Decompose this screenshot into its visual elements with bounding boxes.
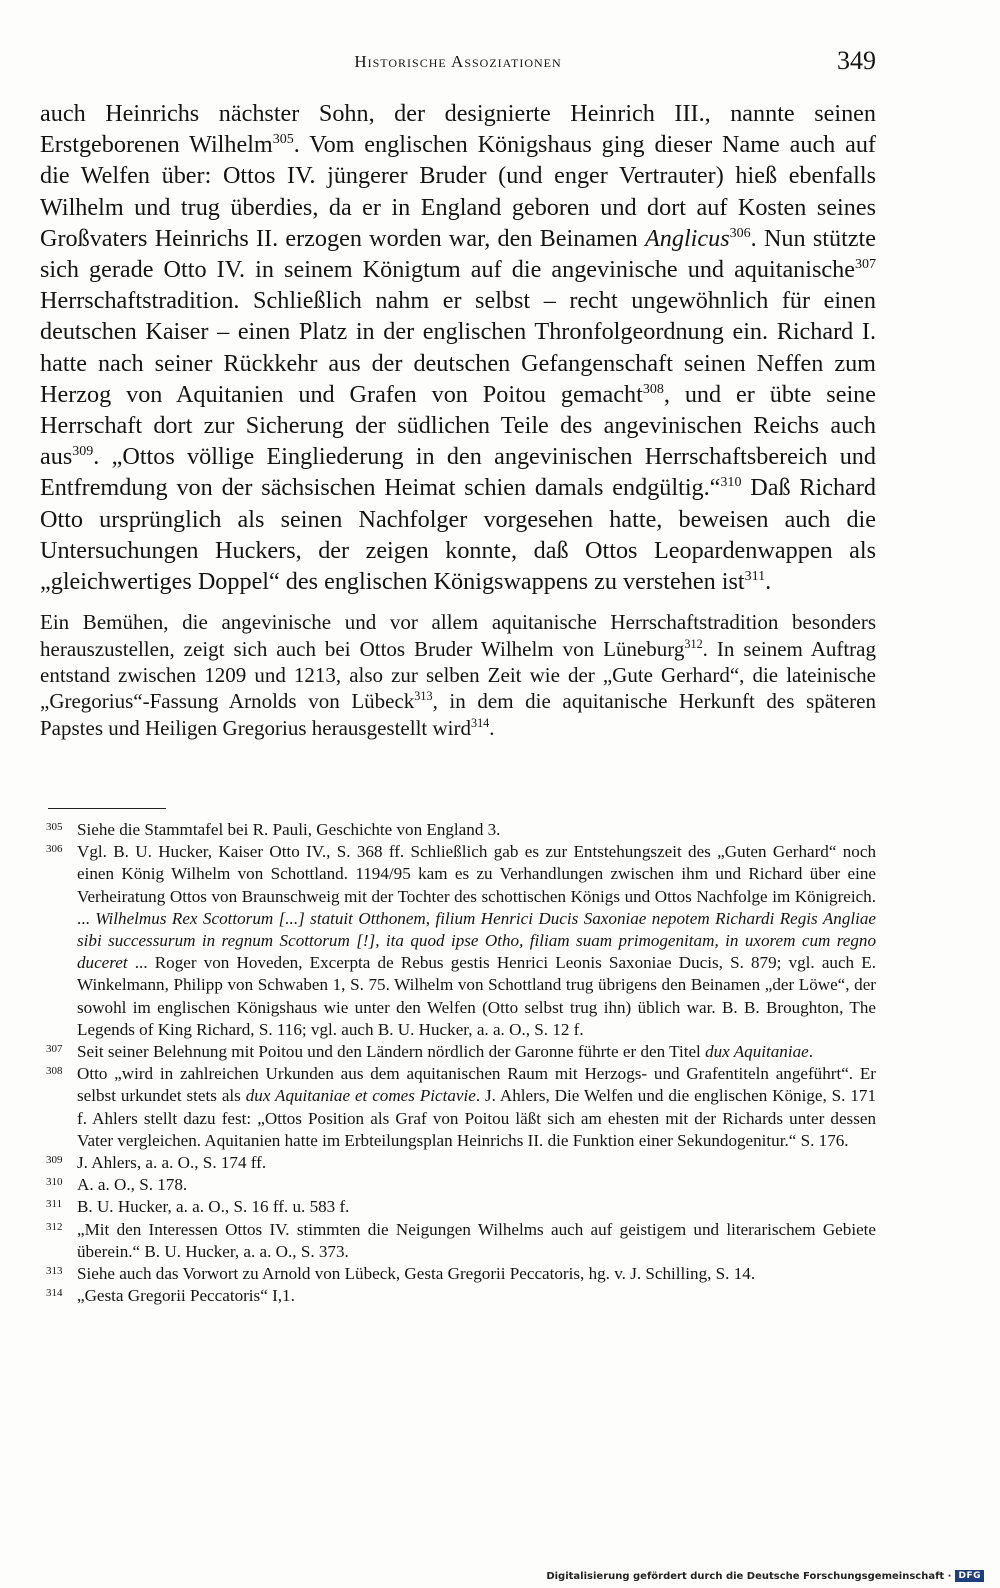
footnote-italic-term: dux Aquitaniae bbox=[705, 1042, 809, 1062]
footnote bbox=[46, 1196, 876, 1218]
running-head bbox=[40, 48, 876, 78]
main-text bbox=[40, 98, 876, 741]
credit-text: Digitalisierung gefördert durch die Deutsche Forschungsgemeinschaft · bbox=[546, 1570, 952, 1582]
footnote-number: 312 bbox=[46, 1220, 63, 1233]
footnote bbox=[46, 1174, 876, 1196]
footnote-text: „Gesta Gregorii Peccatoris“ I,1. bbox=[77, 1286, 295, 1306]
footnote-ref: 310 bbox=[720, 474, 742, 491]
italic-term: Anglicus bbox=[644, 224, 730, 252]
text-run: . bbox=[765, 568, 772, 596]
footnote-text: A. a. O., S. 178. bbox=[77, 1175, 188, 1195]
footnote bbox=[46, 1041, 876, 1063]
footnote bbox=[46, 1285, 876, 1307]
footnote-text: ... Roger von Hoveden, Excerpta de Rebus gestis Henrici Leonis Saxoniae Ducis, S. 879; vgl. auch E. Winkelmann, Philipp von Schwaben 1, S. 75. Wilhelm von Schottland trug übrigens den Beinamen „der Löwe“, der sowohl im englischen Königshaus wie unter den Welfen (Otto selbst trug ihn) üblich war. B. B. Broughton, The Legends of King Richard, S. 116; vgl. auch B. U. Hucker, a. a. O., S. 12 f. bbox=[77, 953, 876, 1039]
footnote-number: 305 bbox=[46, 821, 63, 833]
digitization-credit bbox=[546, 1570, 984, 1582]
text-run: . bbox=[489, 715, 495, 740]
footnote bbox=[46, 1152, 876, 1174]
footnote-text: Siehe die Stammtafel bei R. Pauli, Geschichte von England 3. bbox=[77, 820, 501, 839]
footnote-text: Seit seiner Belehnung mit Poitou und den Ländern nördlich der Garonne führte er den Titel bbox=[77, 1042, 706, 1062]
footnote-ref: 311 bbox=[744, 567, 766, 584]
footnote-text: B. U. Hucker, a. a. O., S. 16 ff. u. 583 f. bbox=[77, 1197, 350, 1217]
footnote-text: Siehe auch das Vorwort zu Arnold von Lübeck, Gesta Gregorii Peccatoris, hg. v. J. Schilling, S. 14. bbox=[77, 1264, 756, 1284]
footnote-latin-quote: Wilhelmus Rex Scottorum [...] statuit Otthonem, filium Henrici Ducis Saxoniae nepotem Richardi Regis Angliae sibi successurum in regnum Scottorum [!], ita quod ipse Otho, filiam suam primogenitam, in uxorem cum regno duceret bbox=[77, 908, 876, 973]
dfg-logo-icon: DFG bbox=[955, 1570, 984, 1582]
page-number: 349 bbox=[837, 46, 876, 75]
footnote bbox=[46, 841, 876, 1041]
footnote-ref: 314 bbox=[471, 715, 490, 730]
paragraph-2 bbox=[40, 609, 876, 741]
text-run: Daß Richard Otto ursprünglich als seinen Nachfolger vorgesehen hatte, beweisen auch die Untersuchungen Huckers, der zeigen konnte, daß Ottos Leopardenwappen als „gleichwertiges Doppel“ des englischen Königswappens zu verstehen ist bbox=[40, 474, 876, 596]
footnote-ref: 309 bbox=[72, 443, 94, 460]
footnote-number: 307 bbox=[46, 1043, 63, 1056]
footnote-number: 311 bbox=[46, 1198, 63, 1211]
footnote-ref: 308 bbox=[642, 380, 664, 397]
footnote-number: 308 bbox=[46, 1065, 63, 1078]
footnote-ref: 312 bbox=[684, 636, 703, 651]
text-run: auch Heinrichs nächster Sohn, der designierte Heinrich III., nannte seinen Erstgeborenen Wilhelm bbox=[40, 100, 876, 159]
text-run: Ein Bemühen, die angevinische und vor allem aquitanische Herrschaftstradition besonders herauszustellen, zeigt sich auch bei Ottos Bruder Wilhelm von Lüneburg bbox=[40, 610, 876, 661]
text-run: , in dem die aquitanische Herkunft des späteren Papstes und Heiligen Gregorius herausgestellt wird bbox=[40, 689, 876, 740]
footnote-number: 306 bbox=[46, 843, 63, 856]
footnote-divider bbox=[48, 808, 166, 809]
text-run: . Nun stützte sich gerade Otto IV. in seinem Königtum auf die angevinische und aquitanische bbox=[40, 224, 876, 284]
footnotes-list bbox=[46, 819, 876, 1307]
paragraph-1 bbox=[40, 98, 876, 597]
footnote-text: J. Ahlers, a. a. O., S. 174 ff. bbox=[77, 1153, 267, 1173]
text-run: Herrschaftstradition. Schließlich nahm er selbst – recht ungewöhnlich für einen deutschen Kaiser – einen Platz in der englischen Thronfolgeordnung ein. Richard I. hatte nach seiner Rückkehr aus der deutschen Gefangenschaft seinen Neffen zum Herzog von Aquitanien und Grafen von Poitou gemacht bbox=[40, 287, 876, 408]
footnote-text: . J. Ahlers, Die Welfen und die englischen Könige, S. 171 f. Ahlers stellt dazu fest: „Ottos Position als Graf von Poitou läßt sich am ehesten mit der Richards unter dessen Vater vergleichen. Aquitanien hatte im Erbteilungsplan Heinrichs II. die Funktion einer Sekundogenitur.“ S. 176. bbox=[77, 1086, 876, 1150]
footnote bbox=[46, 1219, 876, 1263]
footnote-number: 309 bbox=[46, 1154, 63, 1167]
footnote-text: Vgl. B. U. Hucker, Kaiser Otto IV., S. 368 ff. Schließlich gab es zur Entstehungszeit des „Guten Gerhard“ noch einen König Wilhelm von Schottland. 1194/95 kam es zu Verhandlungen zwischen ihm und Richard über eine Verheiratung Ottos von Braunschweig mit der Tochter des schottischen Königs und Ottos Nachfolge im Königreich. ... bbox=[77, 842, 876, 928]
text-run: . „Ottos völlige Eingliederung in den angevinischen Herrschaftsbereich und Entfremdung von der sächsischen Heimat schien damals endgültig.“ bbox=[40, 443, 876, 502]
text-run: . In seinem Auftrag entstand zwischen 1209 und 1213, also zur selben Zeit wie der „Gute Gerhard“, die lateinische „Gregorius“-Fassung Arnolds von Lübeck bbox=[40, 636, 876, 714]
footnote-ref: 313 bbox=[414, 689, 433, 704]
footnote-text: „Mit den Interessen Ottos IV. stimmten die Neigungen Wilhelms auch auf geistigem und literarischem Gebiete überein.“ B. U. Hucker, a. a. O., S. 373. bbox=[77, 1219, 876, 1261]
footnote-ref: 306 bbox=[729, 224, 751, 241]
footnote-number: 310 bbox=[46, 1176, 63, 1189]
footnote bbox=[46, 819, 876, 841]
footnote-ref: 307 bbox=[854, 255, 876, 272]
footnote-italic-term: dux Aquitaniae et comes Pictavie bbox=[245, 1086, 476, 1106]
running-title: Historische Assoziationen bbox=[354, 52, 562, 71]
footnote-number: 313 bbox=[46, 1265, 63, 1278]
footnote-number: 314 bbox=[46, 1287, 63, 1300]
text-run: . Vom englischen Königshaus ging dieser Name auch auf die Welfen über: Ottos IV. jüngerer Bruder (und enger Vertrauter) hieß ebenfalls Wilhelm und trug überdies, da er in England geboren und dort auf Kosten seines Großvaters Heinrichs II. erzogen worden war, den Beinamen bbox=[40, 131, 876, 252]
footnote bbox=[46, 1063, 876, 1152]
footnote-text: Otto „wird in zahlreichen Urkunden aus dem aquitanischen Raum mit Herzogs- und Grafentiteln angeführt“. Er selbst urkundet stets als bbox=[77, 1064, 876, 1106]
footnote-text: . bbox=[808, 1042, 813, 1062]
footnote-ref: 305 bbox=[272, 131, 294, 148]
text-run: , und er übte seine Herrschaft dort zur Sicherung der südlichen Teile des angevinischen Reichs auch aus bbox=[40, 380, 877, 471]
footnote bbox=[46, 1263, 876, 1285]
